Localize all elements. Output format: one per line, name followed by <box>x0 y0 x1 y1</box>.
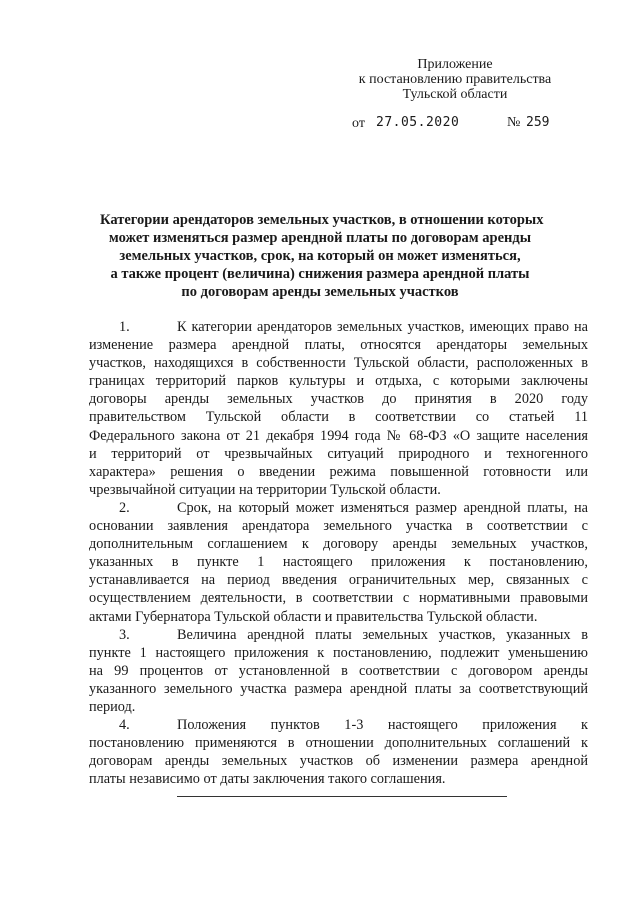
paragraph-line: договоры аренды земельных участков до принятия в 2020 году <box>89 391 588 408</box>
paragraph-line: пункте 1 настоящего приложения к постановлению, подлежит уменьшению <box>89 644 588 661</box>
paragraph-line <box>89 626 588 644</box>
paragraph-number: 2. <box>119 499 130 516</box>
paragraph-line: указанного земельного участка размера арендной платы за соответствующий <box>89 680 588 697</box>
appendix-label: Приложение <box>417 57 493 72</box>
paragraph-line <box>89 499 588 517</box>
decree-date: 27.05.2020 <box>376 115 460 130</box>
appendix-reference: к постановлению правительства <box>358 72 552 87</box>
decree-number: 259 <box>526 115 550 130</box>
number-sign: № <box>507 115 521 130</box>
paragraph-line: границах территорий парков культуры и отдыха, с которыми заключены <box>89 373 588 390</box>
paragraph-text: Величина арендной платы земельных участков, указанных в <box>177 626 588 643</box>
paragraph-line: платы независимо от даты заключения такого соглашения. <box>89 771 446 788</box>
paragraph-number: 4. <box>119 717 130 734</box>
title-line: по договорам аренды земельных участков <box>181 284 459 300</box>
appendix-header <box>340 57 570 102</box>
paragraph-line: дополнительным соглашением к договору аренды земельных участков, <box>89 536 588 553</box>
paragraph-line: договорам аренды земельных участков об изменении размера арендной <box>89 753 588 770</box>
closing-divider <box>177 796 507 797</box>
paragraph-line <box>89 318 588 336</box>
paragraph-1 <box>89 318 588 499</box>
paragraph-line: указанных в пункте 1 настоящего приложения к постановлению, <box>89 554 588 571</box>
date-prefix: от <box>352 116 365 131</box>
paragraph-2 <box>89 499 588 626</box>
paragraph-line: характера» решения о введении режима повышенной готовности или <box>89 463 588 480</box>
title-line: Категории арендаторов земельных участков, в отношении которых <box>100 212 544 228</box>
paragraph-line: постановлению применяются в отношении дополнительных соглашений к <box>89 735 588 752</box>
paragraph-line: правительством Тульской области в соответствии со статьей 11 <box>89 409 588 426</box>
paragraph-text: Срок, на который может изменяться размер арендной платы, на <box>177 499 588 516</box>
title-line: может изменяться размер арендной платы по договорам аренды <box>108 230 532 246</box>
decree-date-number <box>352 114 572 134</box>
paragraph-number: 3. <box>119 626 130 643</box>
paragraph-line: Федерального закона от 21 декабря 1994 года № 68-ФЗ «О защите населения <box>89 427 588 444</box>
title-line: земельных участков, срок, на который он может изменяться, <box>119 248 521 264</box>
paragraph-4 <box>89 716 588 788</box>
paragraph-line: на 99 процентов от установленной в соответствии с договором аренды <box>89 662 588 679</box>
document-title <box>100 211 544 301</box>
paragraph-line: изменение размера арендной платы, относятся арендаторы земельных <box>89 337 588 354</box>
paragraph-line: основании заявления арендатора земельного участка в соответствии с <box>89 518 588 535</box>
paragraph-line: участков, находящихся в собственности Тульской области, расположенных в <box>89 355 588 372</box>
paragraph-line: устанавливается на период введения ограничительных мер, связанных с <box>89 572 588 589</box>
paragraph-line: чрезвычайной ситуации на территории Тульской области. <box>89 481 441 498</box>
paragraph-text: Положения пунктов 1-3 настоящего приложения к <box>177 717 588 734</box>
document-body <box>89 318 588 788</box>
title-line: а также процент (величина) снижения размера арендной платы <box>110 266 530 282</box>
paragraph-line: актами Губернатора Тульской области и правительства Тульской области. <box>89 608 538 625</box>
paragraph-3 <box>89 626 588 716</box>
paragraph-line: и территорий от чрезвычайных ситуаций природного и техногенного <box>89 445 588 462</box>
paragraph-line: период. <box>89 698 136 715</box>
paragraph-text: К категории арендаторов земельных участков, имеющих право на <box>177 319 588 335</box>
paragraph-number: 1. <box>119 319 130 335</box>
paragraph-line <box>89 716 588 734</box>
paragraph-line: осуществлением деятельности, в соответствии с нормативными правовыми <box>89 590 588 607</box>
appendix-region: Тульской области <box>402 87 508 102</box>
